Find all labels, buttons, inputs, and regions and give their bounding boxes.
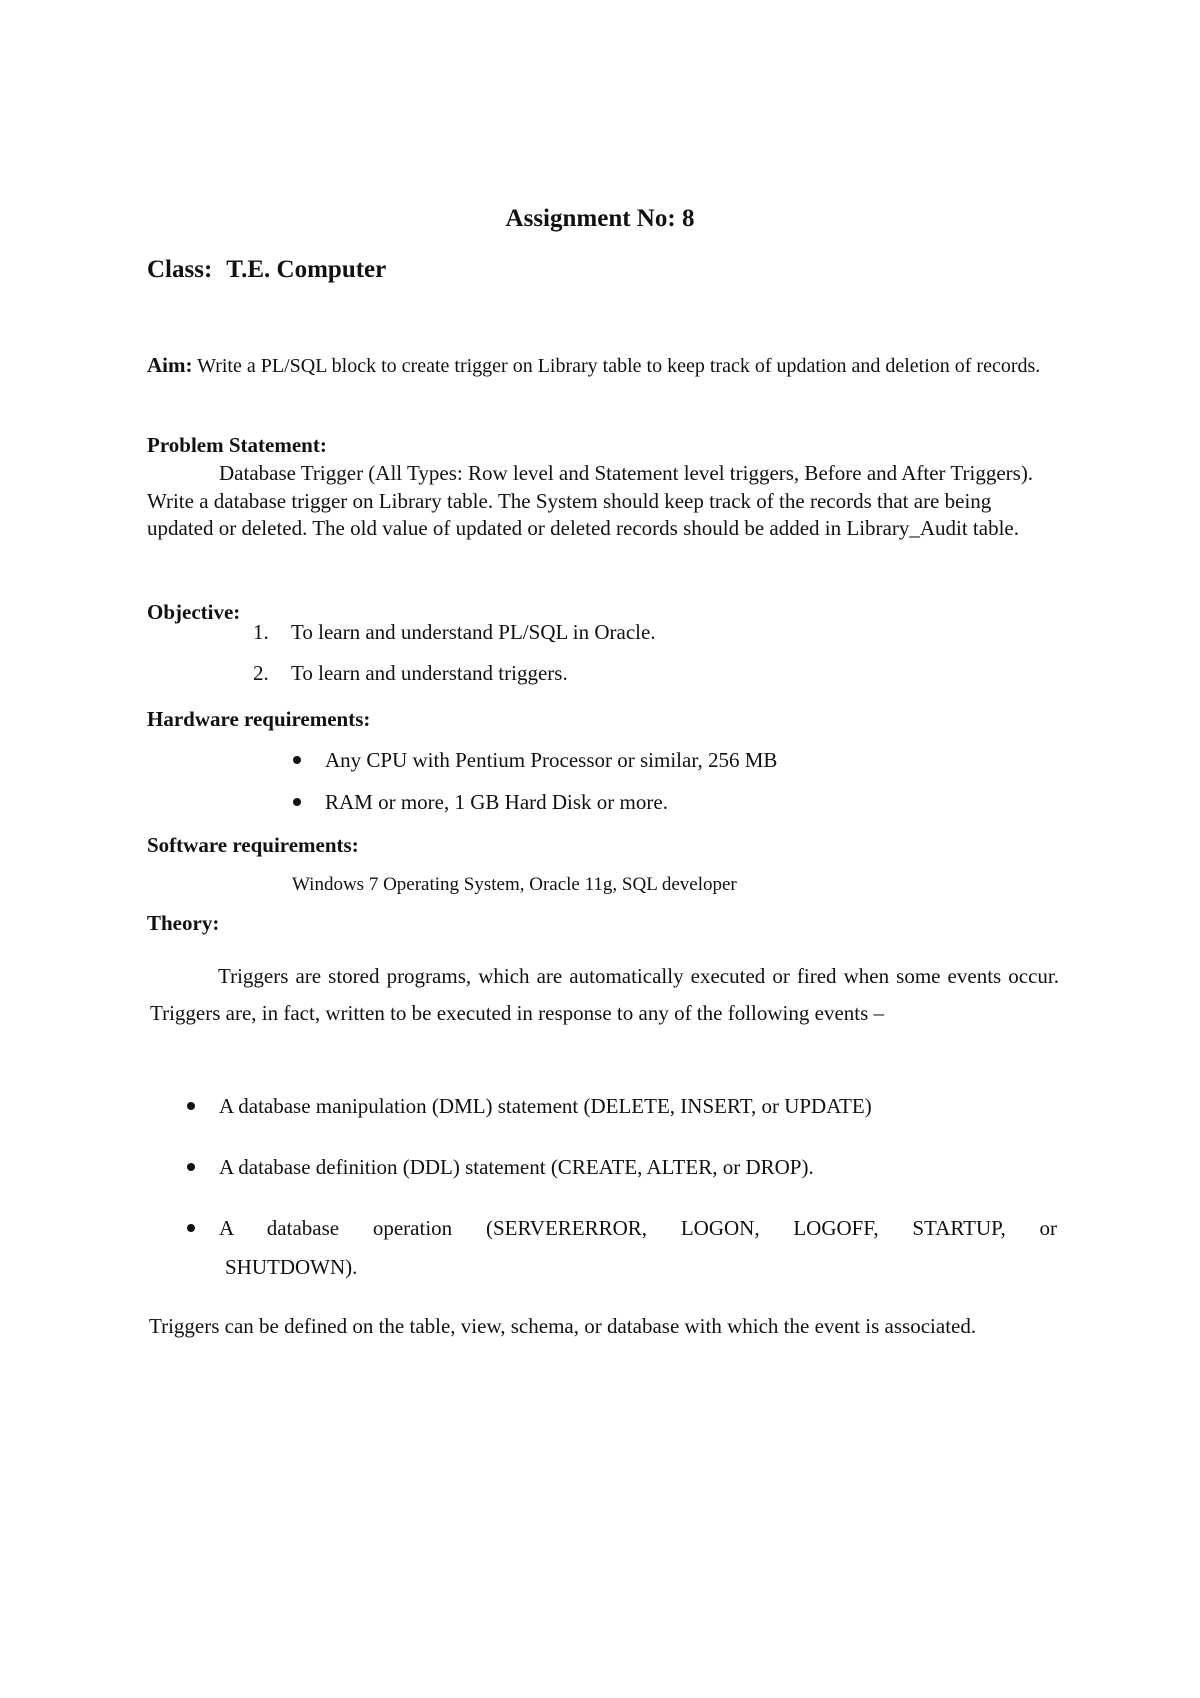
theory-event-item	[187, 1216, 1059, 1241]
objective-heading: Objective:	[147, 600, 241, 624]
software-heading: Software requirements:	[147, 833, 359, 857]
theory-intro-paragraph	[150, 958, 1059, 1032]
bullet-icon	[293, 798, 301, 806]
bullet-icon	[293, 756, 301, 764]
problem-statement-heading: Problem Statement:	[147, 433, 327, 457]
theory-event-text: A database definition (DDL) statement (CREATE, ALTER, or DROP).	[219, 1155, 814, 1179]
objective-number: 2.	[253, 661, 269, 685]
theory-closing-paragraph: Triggers can be defined on the table, view, schema, or database with which the event is associated.	[149, 1314, 977, 1338]
theory-heading: Theory:	[147, 911, 220, 935]
aim-label: Aim:	[147, 353, 193, 377]
aim-paragraph	[147, 352, 1047, 380]
class-value: T.E. Computer	[226, 256, 387, 283]
theory-event-text: A database manipulation (DML) statement (DELETE, INSERT, or UPDATE)	[219, 1094, 872, 1118]
bullet-icon	[187, 1224, 195, 1232]
theory-event-item	[187, 1155, 1059, 1180]
bullet-icon	[187, 1102, 195, 1110]
theory-intro-text: Triggers are stored programs, which are automatically executed or fired when some events occur. Triggers are, in fact, written to be executed in response to any of the following events –	[150, 964, 1059, 1025]
class-line	[147, 256, 386, 284]
objective-text: To learn and understand PL/SQL in Oracle.	[291, 620, 656, 644]
problem-statement-text: Database Trigger (All Types: Row level and Statement level triggers, Before and After Triggers). Write a database trigger on Library table. The System should keep track of the records that are being updated or deleted. The old value of updated or deleted records should be added in Library_Audit table.	[147, 461, 1034, 540]
assignment-title: Assignment No: 8	[505, 205, 695, 232]
objective-item	[253, 620, 656, 645]
theory-event-continuation: SHUTDOWN).	[225, 1255, 358, 1279]
hardware-text: RAM or more, 1 GB Hard Disk or more.	[325, 790, 668, 814]
hardware-item	[293, 790, 668, 815]
aim-text: Write a PL/SQL block to create trigger on Library table to keep track of updation and deletion of records.	[192, 355, 1041, 377]
problem-statement-paragraph	[147, 460, 1047, 543]
class-label: Class:	[147, 256, 213, 283]
objective-item	[253, 661, 568, 686]
hardware-item	[293, 748, 777, 773]
theory-event-item	[187, 1094, 1059, 1119]
objective-text: To learn and understand triggers.	[291, 661, 568, 685]
software-text: Windows 7 Operating System, Oracle 11g, SQL developer	[292, 874, 737, 895]
objective-number: 1.	[253, 620, 269, 644]
bullet-icon	[187, 1163, 195, 1171]
hardware-heading: Hardware requirements:	[147, 707, 371, 731]
theory-event-text: A database operation (SERVERERROR, LOGON, LOGOFF, STARTUP, or	[219, 1216, 1057, 1240]
hardware-text: Any CPU with Pentium Processor or similar, 256 MB	[325, 748, 778, 772]
